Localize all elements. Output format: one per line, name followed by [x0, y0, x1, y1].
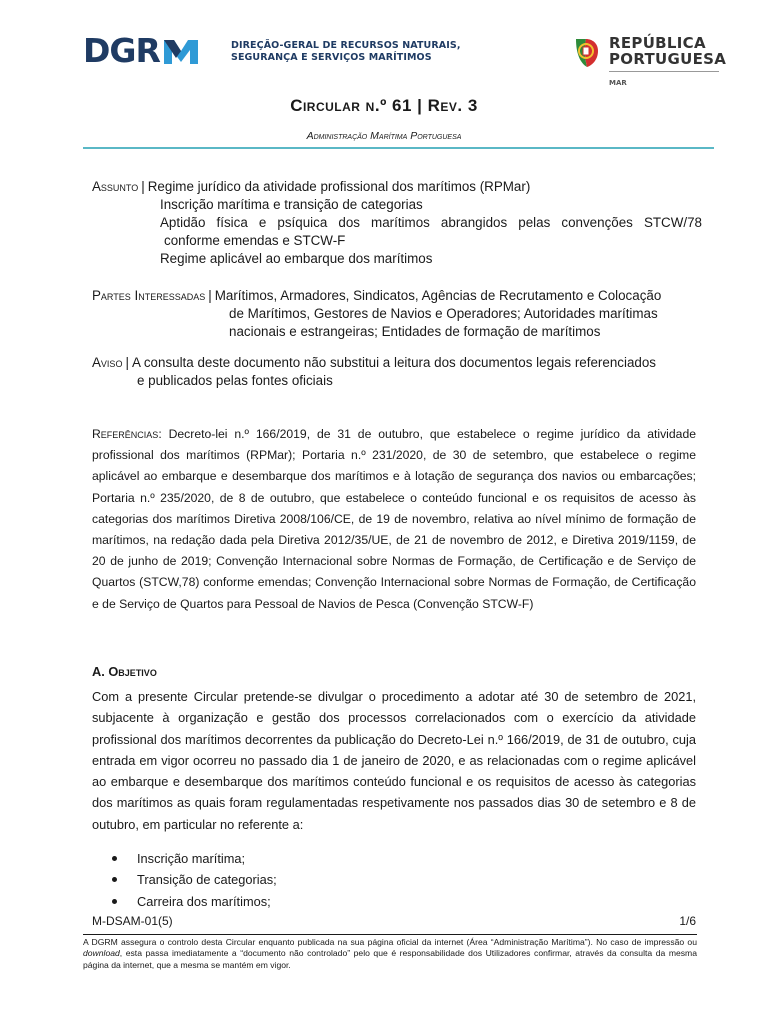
aviso-separator: | [125, 355, 129, 370]
footer-note-italic: download [83, 948, 120, 959]
assunto-label: Assunto [92, 179, 139, 194]
dgrm-m-icon [162, 36, 200, 66]
footer-note-part-1: A DGRM assegura o controlo desta Circular enquanto publicada na sua página oficial da internet (Área “Administração Marítima”). No caso de impressão ou [83, 937, 697, 947]
list-item-text: Transição de categorias; [137, 872, 277, 888]
section-a-paragraph: Com a presente Circular pretende-se divulgar o procedimento a adotar até 30 de setembro de 2021, subjacente à organização e gestão dos processos correlacionados com o exercício da atividade profissional dos marítimos decorrentes da publicação do Decreto-Lei n.º 166/2019, de 31 de outubro, cuja entrada em vigor ocorreu no passado dia 1 de janeiro de 2020, e as relacionadas com o regime aplicável ao embarque e desembarque dos marítimos conteúdo funcional e os requisitos de acesso às categorias dos marítimos as quais foram regulamentadas respetivamente nos passados dias 30 de setembro e 8 de outubro, em particular no referente a: [92, 689, 696, 832]
partes-separator: | [208, 288, 212, 303]
page-number: 1/6 [679, 914, 696, 928]
referencias-paragraph [92, 424, 696, 615]
footer-note-part-2: , esta passa imediatamente a “documento não controlado” pelo que é responsabilidade dos Utilizadores confirmar, através da consulta da mesma página da internet, que a mesma se mantém em vigor. [83, 948, 697, 970]
assunto-block [92, 178, 702, 268]
referencias-text: : Decreto-lei n.º 166/2019, de 31 de outubro, que estabelece o regime jurídico da atividade profissional dos marítimos (RPMar); Portaria n.º 231/2020, de 30 de setembro, que estabelece o regime aplicável ao embarque e desembarque dos marítimos e à lotação de segurança dos navios ou embarcações; Portaria n.º 235/2020, de 8 de outubro, que estabelece o conteúdo funcional e os requisitos de acesso às categorias dos marítimos Diretiva 2008/106/CE, de 19 de novembro, relativa ao nível mínimo de formação de marítimos, na redação dada pela Diretiva 2012/35/UE, de 21 de novembro de 2012, e Diretiva 2019/1159, de 20 de junho de 2019; Convenção Internacional sobre Normas de Formação, de Certificação e de Serviço de Quartos (STCW,78) conforme emendas; Convenção Internacional sobre Normas de Formação, de Certificação e de Serviço de Quartos para Pessoal de Navios de Pesca (Convenção STCW-F) [92, 427, 696, 611]
page-title: Circular n.º 61 | Rev. 3 [290, 96, 478, 115]
portugal-emblem-icon [572, 35, 602, 69]
dgrm-org-name [231, 40, 461, 64]
page-subtitle: Administração Marítima Portuguesa [306, 130, 462, 142]
dgrm-logo-letters: DGR [83, 31, 160, 70]
assunto-line-3: Aptidão física e psíquica dos marítimos abrangidos pelas convenções STCW/78 [160, 215, 702, 230]
republica-sub: MAR [609, 79, 627, 87]
dgrm-logo [83, 33, 200, 69]
footer-divider [83, 934, 697, 935]
republica-portuguesa-logo [572, 34, 727, 93]
bullet-icon [112, 877, 117, 882]
list-item-text: Inscrição marítima; [137, 851, 246, 866]
referencias-label: Referências [92, 427, 159, 441]
republica-divider [609, 71, 719, 72]
partes-line-2: de Marítimos, Gestores de Navios e Operadores; Autoridades marítimas [229, 306, 658, 321]
document-code: M-DSAM-01(5) [92, 914, 173, 928]
list-item [112, 848, 277, 869]
section-a-bullet-list [112, 848, 277, 912]
title-divider [83, 147, 714, 149]
assunto-line-5: Regime aplicável ao embarque dos marítimos [160, 251, 433, 266]
partes-line-1: Marítimos, Armadores, Sindicatos, Agências de Recrutamento e Colocação [214, 288, 662, 303]
section-a-heading: A. Objetivo [92, 664, 157, 679]
aviso-line-1: A consulta deste documento não substitui a leitura dos documentos legais referenciados [131, 355, 656, 370]
list-item [112, 869, 277, 890]
assunto-line-4: conforme emendas e STCW-F [164, 233, 346, 248]
aviso-line-2: e publicados pelas fontes oficiais [137, 373, 333, 388]
aviso-block [92, 354, 702, 390]
assunto-separator: | [141, 179, 145, 194]
assunto-line-1: Regime jurídico da atividade profissional dos marítimos (RPMar) [147, 179, 531, 194]
assunto-line-2: Inscrição marítima e transição de categorias [160, 197, 423, 212]
republica-line-2: PORTUGUESA [609, 50, 727, 68]
bullet-icon [112, 899, 117, 904]
republica-line-1: REPÚBLICA [609, 34, 706, 52]
bullet-icon [112, 856, 117, 861]
partes-block [92, 287, 702, 341]
org-line-2: SEGURANÇA E SERVIÇOS MARÍTIMOS [231, 52, 432, 63]
list-item-text: Carreira dos marítimos; [137, 893, 271, 909]
list-item [112, 891, 277, 912]
partes-line-3: nacionais e estrangeiras; Entidades de formação de marítimos [229, 324, 601, 339]
aviso-label: Aviso [92, 355, 123, 370]
footer-disclaimer [83, 937, 697, 971]
republica-text [609, 35, 726, 67]
org-line-1: DIREÇÃO-GERAL DE RECURSOS NATURAIS, [231, 40, 461, 51]
partes-label: Partes Interessadas [92, 288, 206, 303]
